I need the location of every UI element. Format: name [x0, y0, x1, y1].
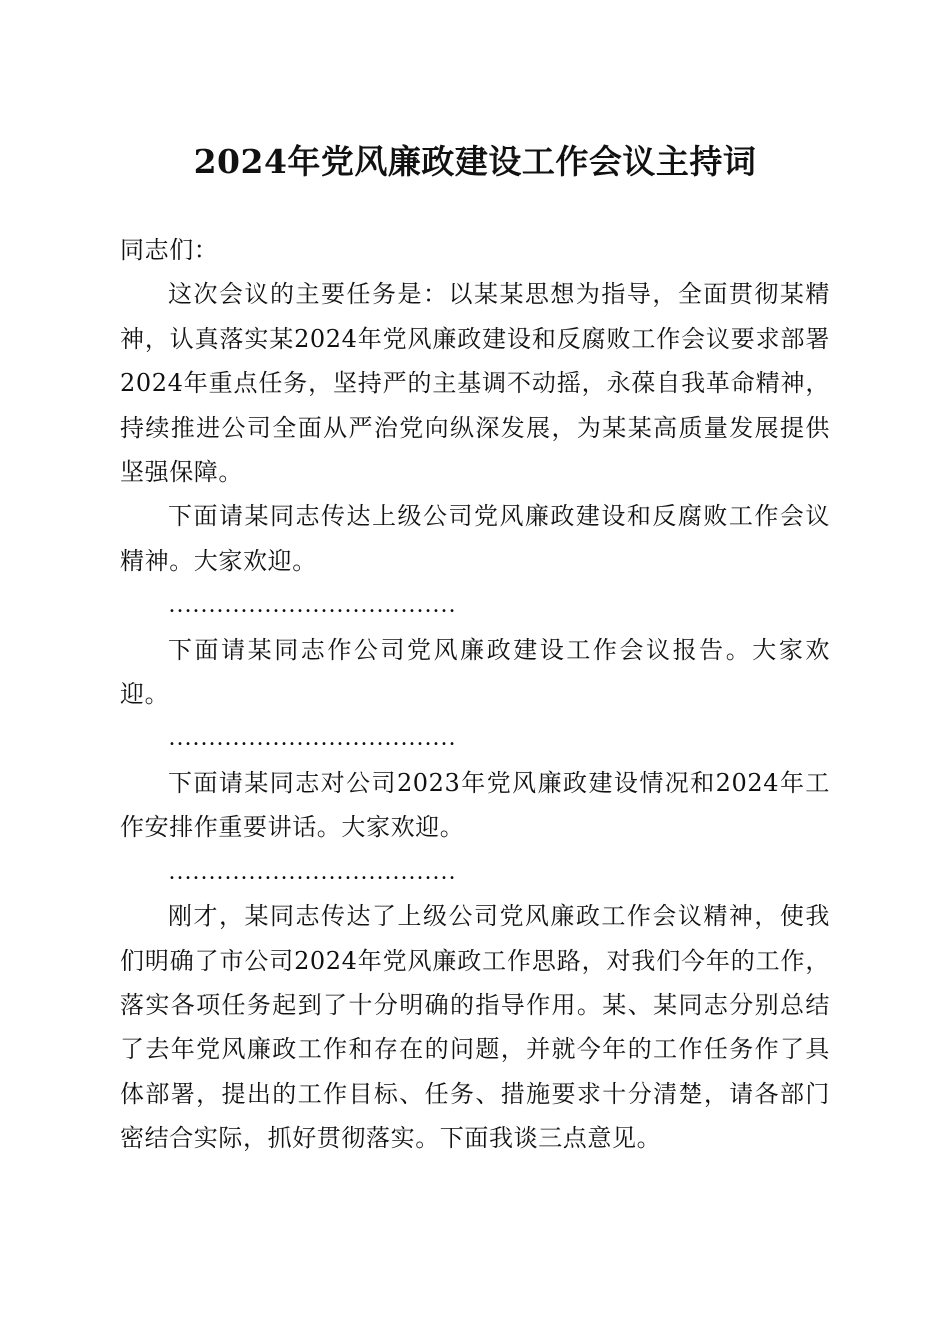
paragraph-important-speech: 下面请某同志对公司2023年党风廉政建设情况和2024年工作安排作重要讲话。大家欢迎。 — [120, 768, 830, 842]
paragraph-convey-spirit: 下面请某同志传达上级公司党风廉政建设和反腐败工作会议精神。大家欢迎。 — [120, 502, 830, 575]
paragraph-summary: 刚才，某同志传达了上级公司党风廉政工作会议精神，使我们明确了市公司2024年党风廉政工作思路，对我们今年的工作，落实各项任务起到了十分明确的指导作用。某、某同志分别总结了去年党风廉政工作和存在的问题，并就今年的工作任务作了具体部署，提出的工作目标、任务、措施要求十分清楚，请各部门密结合实际，抓好贯彻落实。下面我谈三点意见。 — [120, 902, 830, 1153]
ellipsis-separator: ……………………………… — [168, 592, 456, 619]
paragraph-meeting-task: 这次会议的主要任务是：以某某思想为指导，全面贯彻某精神，认真落实某2024年党风廉政建设和反腐败工作会议要求部署2024年重点任务，坚持严的主基调不动摇，永葆自我革命精神，持续推进公司全面从严治党向纵深发展，为某某高质量发展提供坚强保障。 — [120, 280, 830, 487]
ellipsis-separator: ……………………………… — [168, 858, 456, 885]
paragraph-work-report: 下面请某同志作公司党风廉政建设工作会议报告。大家欢迎。 — [120, 635, 830, 709]
ellipsis-separator: ……………………………… — [168, 725, 456, 752]
salutation: 同志们： — [120, 236, 219, 264]
document-title: 2024年党风廉政建设工作会议主持词 — [193, 142, 757, 181]
document-body — [120, 228, 830, 1161]
